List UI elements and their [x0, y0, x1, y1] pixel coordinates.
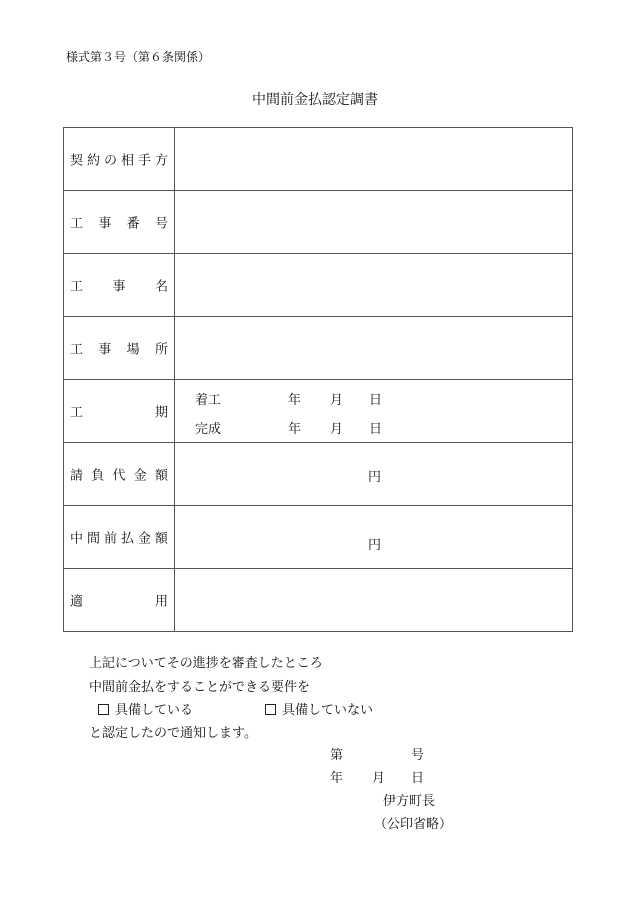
- table-row-interim-advance: [64, 506, 573, 569]
- label-char: 期: [154, 405, 168, 421]
- label-char: 事: [112, 279, 126, 295]
- label-remarks: [64, 569, 175, 632]
- label-char: 契: [70, 153, 84, 169]
- label-work-name: [64, 254, 175, 317]
- label-char: 額: [154, 468, 168, 484]
- label-work-number: [64, 191, 175, 254]
- label-char: 前: [103, 531, 117, 547]
- label-char: 工: [70, 342, 84, 358]
- label-char: の: [103, 153, 117, 169]
- body-line-4: と認定したので通知します。: [89, 726, 257, 741]
- label-char: 工: [70, 216, 84, 232]
- number-suffix: 号: [411, 748, 425, 763]
- option-have[interactable]: [98, 699, 193, 718]
- form-number: 様式第３号（第６条関係）: [66, 50, 211, 64]
- label-char: 所: [154, 342, 168, 358]
- option-have-label: 具備している: [115, 703, 194, 718]
- label-char: 番: [126, 216, 140, 232]
- checkbox-not-have-icon[interactable]: [265, 704, 276, 715]
- body-line-1: 上記についてその進捗を審査したところ: [89, 656, 323, 671]
- number-prefix: 第: [330, 748, 344, 763]
- table-row-work-period: [64, 380, 573, 443]
- label-char: 払: [120, 531, 134, 547]
- period-start-month: 月: [330, 393, 344, 408]
- option-not-have[interactable]: [265, 699, 373, 718]
- period-end-year: 年: [288, 422, 302, 437]
- label-char: 工: [70, 405, 84, 421]
- label-char: 号: [154, 216, 168, 232]
- contract-amount-yen: 円: [368, 470, 382, 485]
- label-char: 間: [86, 531, 100, 547]
- date-month: 月: [372, 771, 386, 786]
- table-row-work-number: [64, 191, 573, 254]
- value-work-number[interactable]: [175, 191, 573, 254]
- label-contractor: [64, 128, 175, 191]
- label-char: 請: [70, 468, 84, 484]
- label-char: 中: [70, 531, 84, 547]
- document-title: 中間前金払認定調書: [252, 92, 378, 108]
- date-year: 年: [330, 771, 344, 786]
- label-contract-amount: [64, 443, 175, 506]
- table-row-work-name: [64, 254, 573, 317]
- label-char: 金: [137, 531, 151, 547]
- label-char: 適: [70, 594, 84, 610]
- table-row-contractor: [64, 128, 573, 191]
- certification-table: [63, 127, 573, 632]
- issuer: 伊方町長: [383, 794, 436, 809]
- value-contract-amount[interactable]: [175, 443, 573, 506]
- label-char: 金: [133, 468, 147, 484]
- period-end-day: 日: [369, 422, 383, 437]
- value-work-period[interactable]: [175, 380, 573, 443]
- table-row-remarks: [64, 569, 573, 632]
- checkbox-have-icon[interactable]: [98, 704, 109, 715]
- label-char: 手: [137, 153, 151, 169]
- label-work-period: [64, 380, 175, 443]
- seal-note: （公印省略）: [374, 817, 453, 832]
- body-line-2: 中間前金払をすることができる要件を: [89, 680, 311, 695]
- label-char: 代: [112, 468, 126, 484]
- value-remarks[interactable]: [175, 569, 573, 632]
- period-start-day: 日: [369, 393, 383, 408]
- period-end-label: 完成: [195, 422, 222, 437]
- period-start-label: 着工: [195, 393, 222, 408]
- date-day: 日: [411, 771, 425, 786]
- value-work-name[interactable]: [175, 254, 573, 317]
- value-contractor[interactable]: [175, 128, 573, 191]
- label-char: 事: [98, 342, 112, 358]
- label-char: 額: [154, 531, 168, 547]
- label-char: 場: [126, 342, 140, 358]
- label-char: 負: [91, 468, 105, 484]
- label-char: 用: [154, 594, 168, 610]
- label-char: 工: [70, 279, 84, 295]
- table-row-work-location: [64, 317, 573, 380]
- label-interim-advance: [64, 506, 175, 569]
- label-work-location: [64, 317, 175, 380]
- label-char: 相: [120, 153, 134, 169]
- label-char: 名: [154, 279, 168, 295]
- value-interim-advance[interactable]: [175, 506, 573, 569]
- period-end-month: 月: [330, 422, 344, 437]
- table-row-contract-amount: [64, 443, 573, 506]
- interim-advance-yen: 円: [368, 538, 382, 553]
- option-not-have-label: 具備していない: [282, 703, 374, 718]
- label-char: 方: [154, 153, 168, 169]
- value-work-location[interactable]: [175, 317, 573, 380]
- label-char: 約: [86, 153, 100, 169]
- period-start-year: 年: [288, 393, 302, 408]
- label-char: 事: [98, 216, 112, 232]
